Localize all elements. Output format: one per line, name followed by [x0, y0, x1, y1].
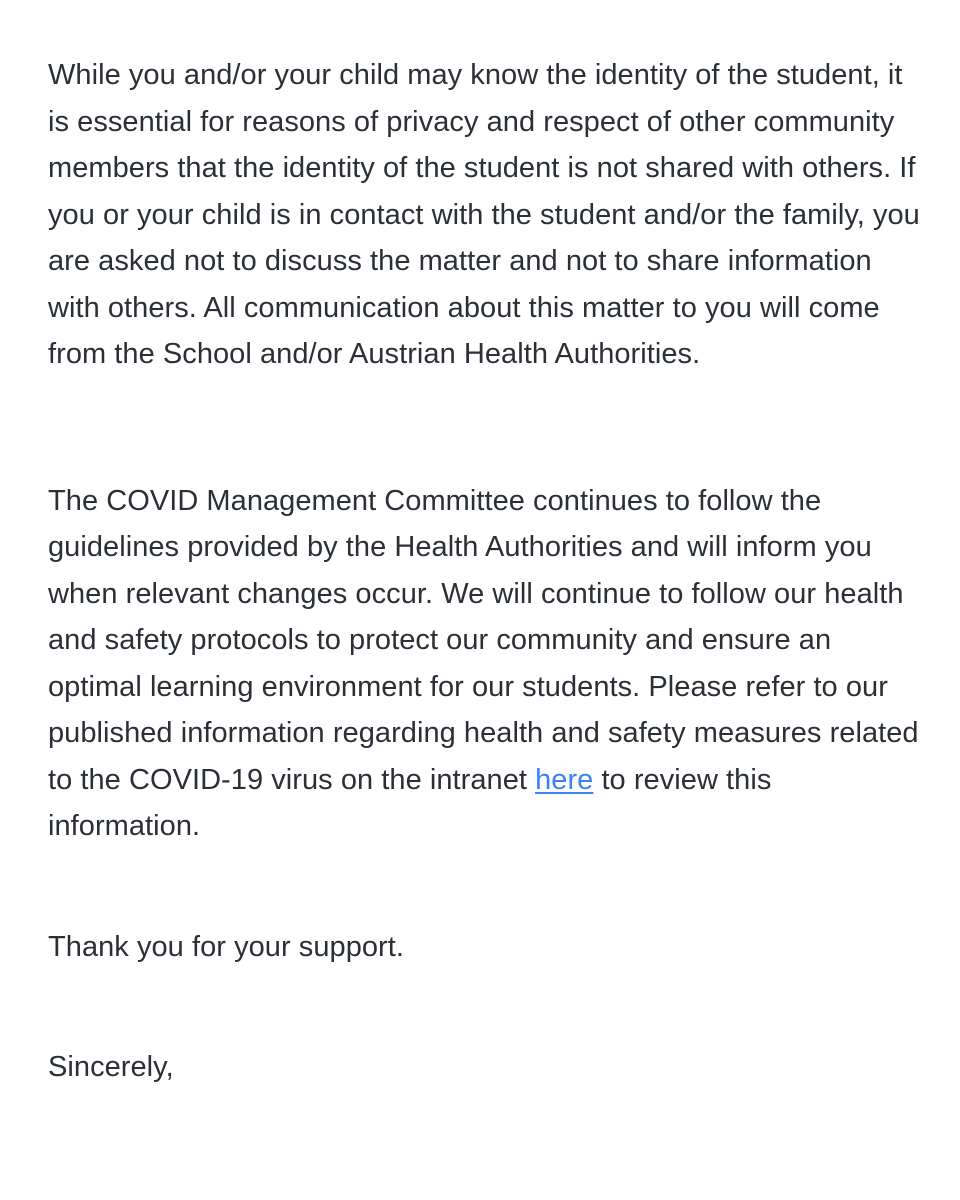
thank-you-paragraph: Thank you for your support. [48, 930, 404, 963]
intranet-here-link[interactable]: here [535, 763, 594, 796]
privacy-paragraph: While you and/or your child may know the identity of the student, it is essential for reasons of privacy and respect of other community members that the identity of the student is not shared with others. If you or your child is in contact with the student and/or the family, you are asked not to discuss the matter and not to share information with others. All communication about this matter to you will come from the School and/or Austrian Health Authorities. [48, 59, 920, 370]
closing-signoff: Sincerely, [48, 1051, 174, 1083]
guidelines-text-before-link: The COVID Management Committee continues to follow the guidelines provided by the Health Authorities and will inform you when relevant changes occur. We will continue to follow our health and safety protocols to protect our community and ensure an optimal learning environment for our students. Please refer to our published information regarding health and safety measures related to the COVID-19 virus on the intranet [48, 484, 919, 796]
covid-guidelines-paragraph [48, 478, 928, 850]
email-body [48, 52, 928, 1091]
guidelines-text-after-link: to review this information. [48, 763, 772, 842]
